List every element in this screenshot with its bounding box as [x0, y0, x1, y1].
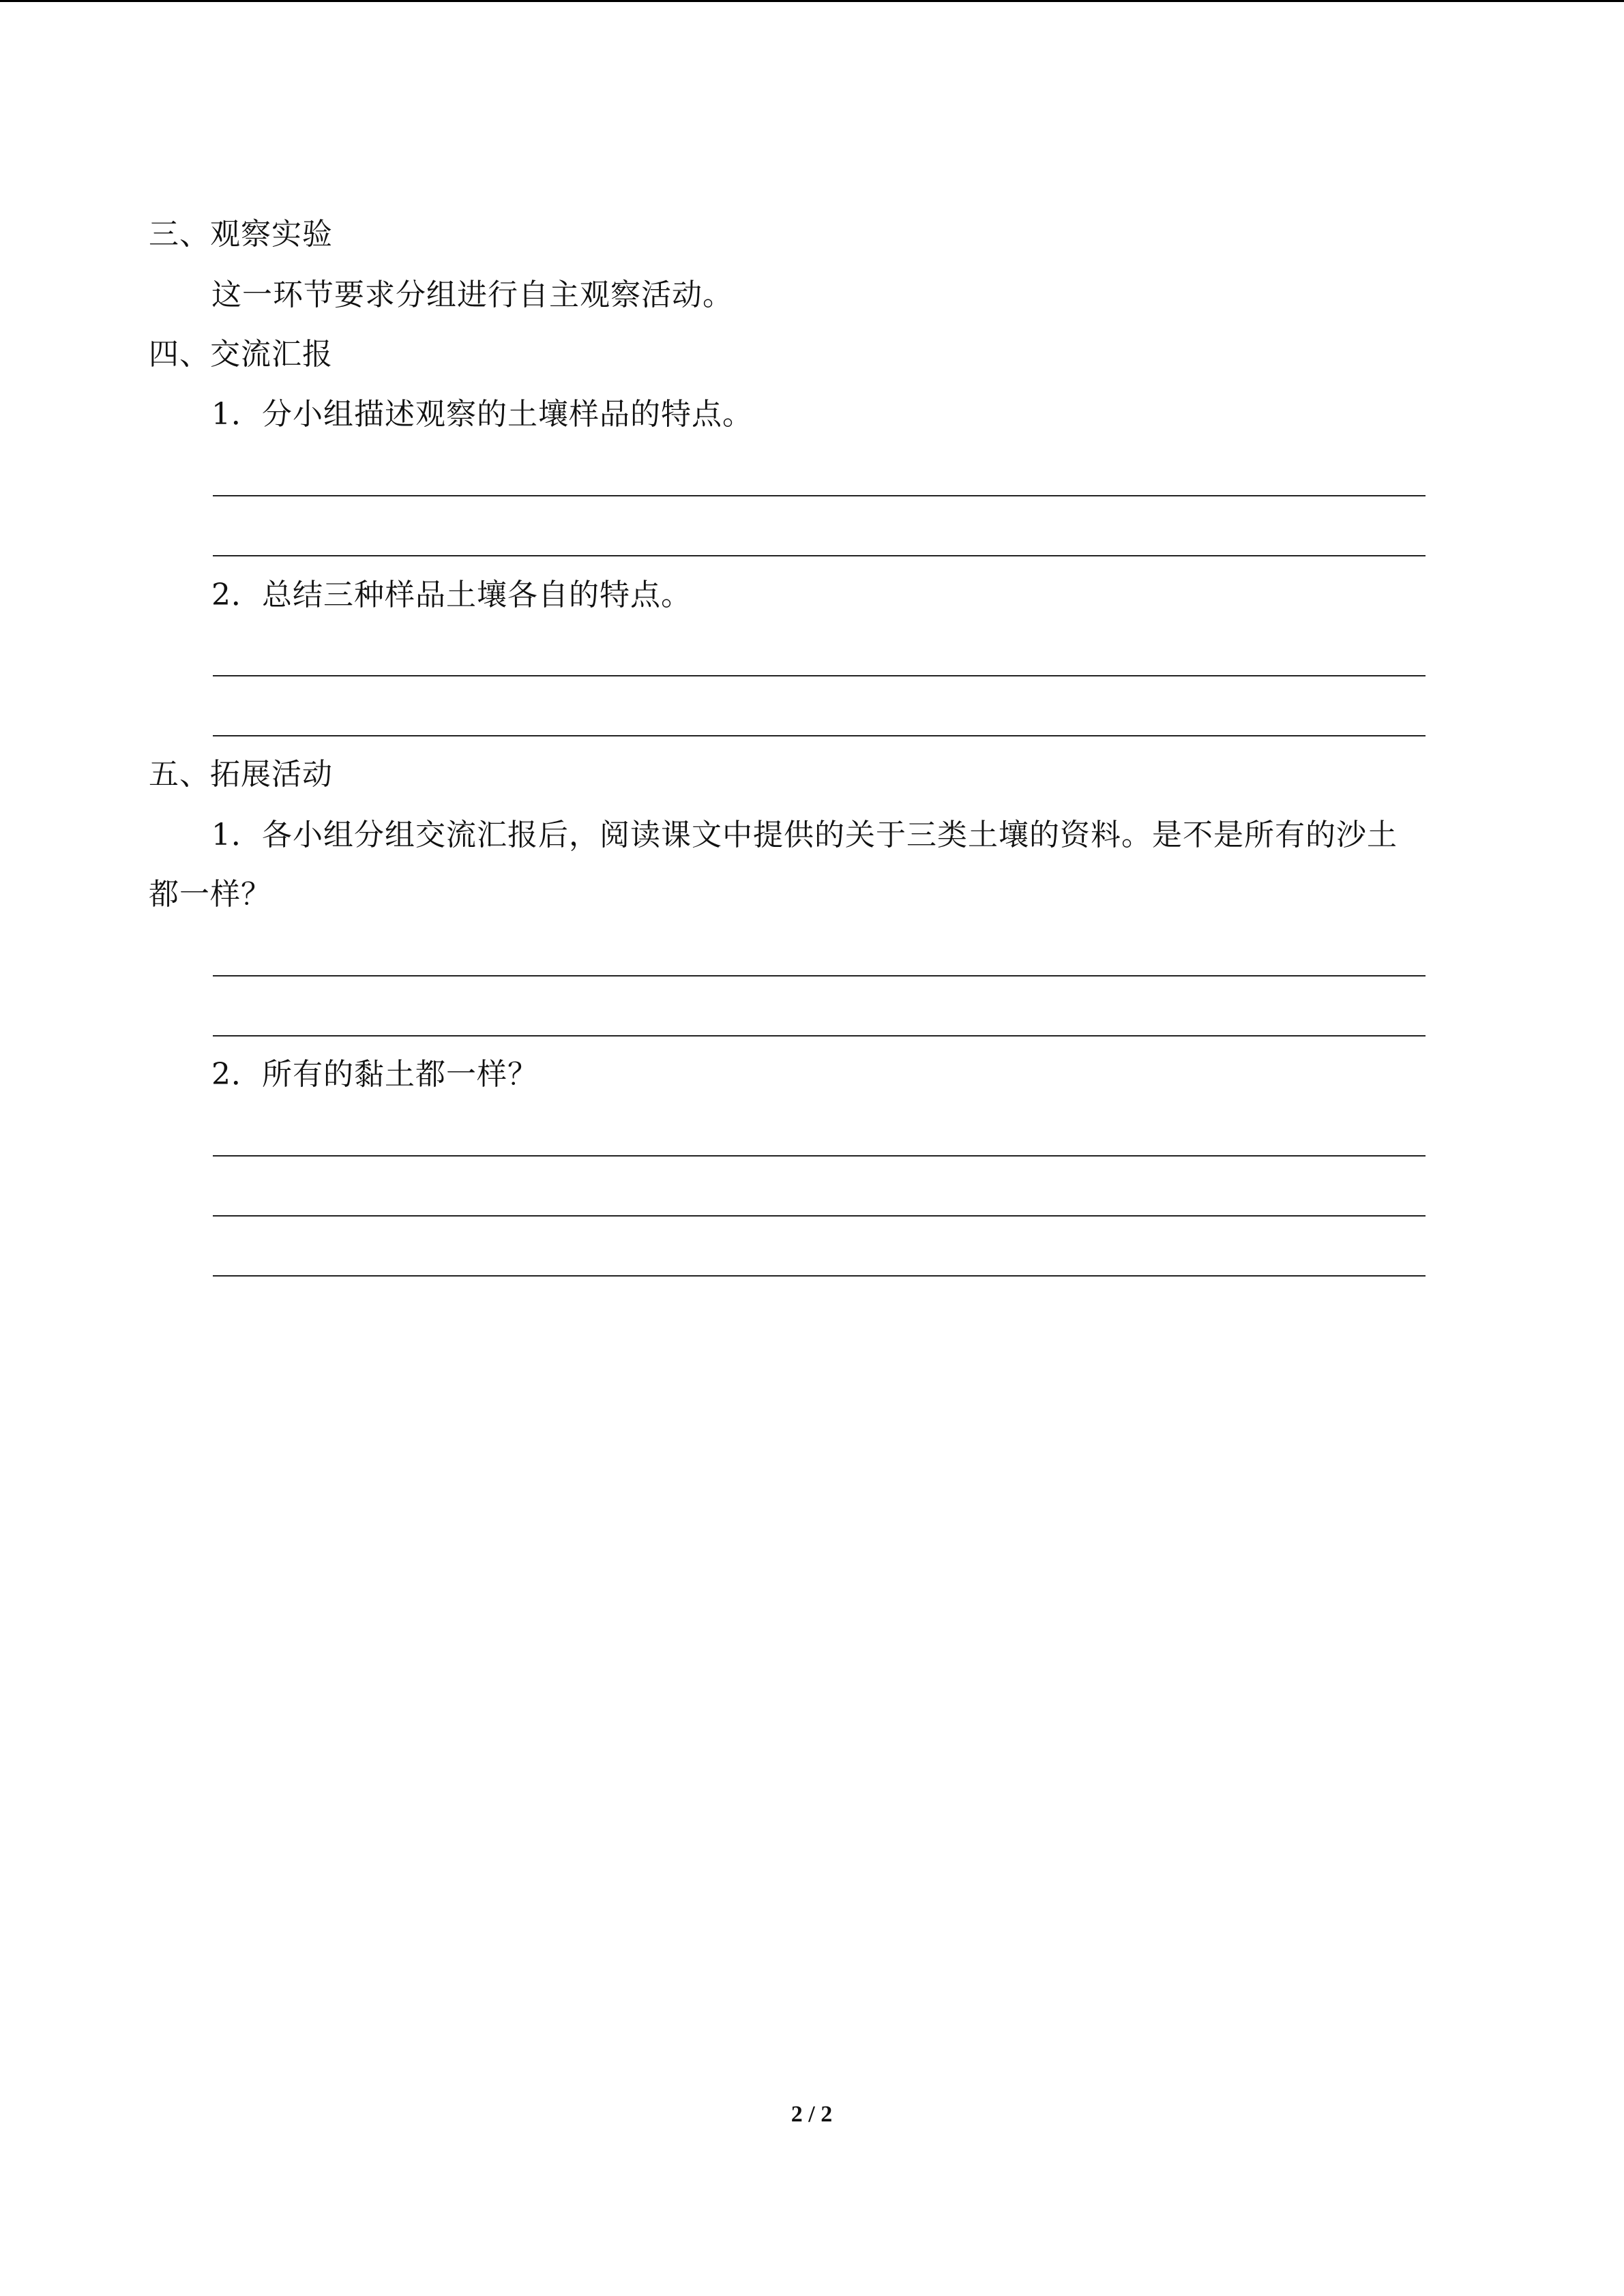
section-4-question-1: 1．分小组描述观察的土壤样品的特点。: [211, 397, 753, 432]
answer-line[interactable]: [213, 555, 1426, 556]
answer-line[interactable]: [213, 495, 1426, 496]
answer-line[interactable]: [213, 1275, 1426, 1277]
section-5-question-1-line-1: 1．各小组分组交流汇报后，阅读课文中提供的关于三类土壤的资料。是不是所有的沙土: [211, 818, 1398, 852]
section-5-question-1-line-2: 都一样？: [149, 877, 271, 912]
answer-line[interactable]: [213, 735, 1426, 736]
section-4-question-2: 2．总结三种样品土壤各自的特点。: [211, 578, 692, 612]
answer-line[interactable]: [213, 1155, 1426, 1157]
section-4-heading: 四、交流汇报: [149, 337, 333, 372]
page-number: 2 / 2: [791, 2102, 833, 2127]
section-5-heading: 五、拓展活动: [149, 757, 333, 792]
answer-line[interactable]: [213, 1215, 1426, 1217]
answer-line[interactable]: [213, 1035, 1426, 1037]
answer-line[interactable]: [213, 975, 1426, 976]
answer-line[interactable]: [213, 675, 1426, 676]
section-3-body: 这一环节要求分组进行自主观察活动。: [211, 278, 733, 312]
section-3-heading: 三、观察实验: [149, 217, 333, 252]
section-5-question-2: 2．所有的黏土都一样？: [211, 1057, 538, 1092]
